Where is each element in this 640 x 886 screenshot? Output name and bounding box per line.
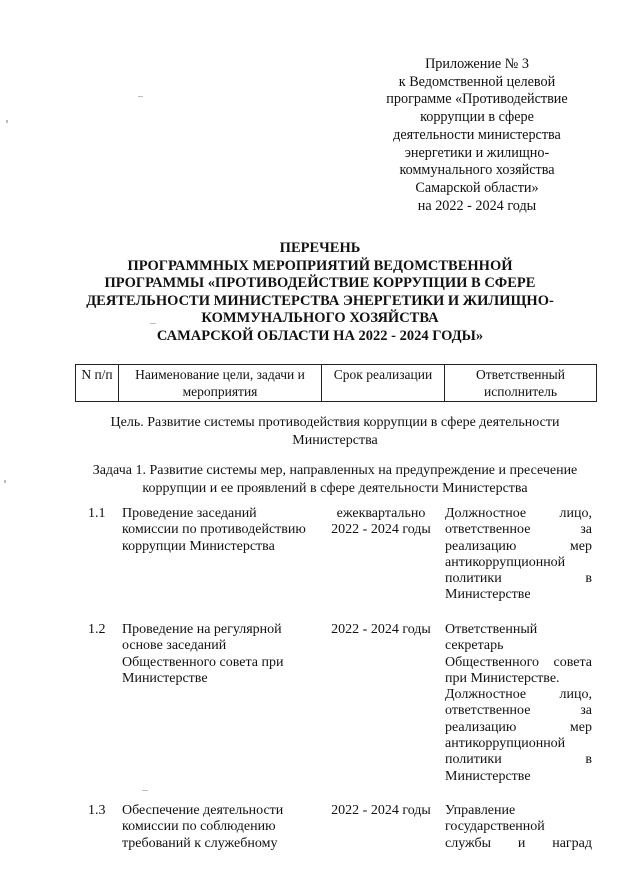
row-term: 2022 - 2024 годы — [331, 803, 431, 818]
scan-speck — [138, 96, 143, 97]
appendix-line: к Ведомственной целевой — [398, 73, 556, 90]
responsible-line: секретарь — [445, 638, 504, 654]
responsible-line: реализацию мер — [445, 538, 592, 554]
scan-speck — [150, 323, 156, 324]
row-name: Проведение заседаний комиссии по противодействию коррупции Министерства — [122, 506, 306, 554]
document-title — [60, 240, 580, 346]
responsible-line: Министерстве — [445, 768, 531, 784]
row-responsible — [445, 622, 592, 785]
responsible-line: службы и наград — [445, 835, 592, 851]
appendix-line: Самарской области» — [415, 179, 539, 196]
responsible-line: антикоррупционной — [445, 736, 566, 752]
responsible-line: ответственное за — [445, 522, 592, 538]
responsible-line: Должностное лицо, — [445, 506, 592, 521]
appendix-line: на 2022 - 2024 годы — [417, 197, 537, 214]
appendix-line: коррупции в сфере — [420, 109, 534, 126]
title-line: САМАРСКОЙ ОБЛАСТИ НА 2022 - 2024 ГОДЫ» — [156, 327, 484, 344]
responsible-line: ответственное за — [445, 703, 592, 719]
goal-heading: Цель. Развитие системы противодействия коррупции в сфере деятельности Министерства — [110, 415, 560, 448]
responsible-line: Министерстве — [445, 587, 531, 603]
header-responsible: Ответственный исполнитель — [445, 365, 597, 402]
appendix-line: программе «Противодействие — [386, 91, 568, 108]
appendix-line: энергетики и жилищно- — [404, 144, 550, 161]
header-term: Срок реализации — [322, 365, 445, 402]
row-term: 2022 - 2024 годы — [331, 622, 431, 637]
task-heading: Задача 1. Развитие системы мер, направленных на предупреждение и пресечение коррупции и ее проявлений в сфере деятельности Министерства — [92, 463, 578, 496]
title-line: ПЕРЕЧЕНЬ — [279, 240, 361, 256]
responsible-line: Управление — [445, 803, 516, 818]
appendix-note — [378, 56, 576, 215]
row-term: ежеквартально 2022 - 2024 годы — [331, 506, 431, 538]
appendix-line: деятельности министерства — [393, 126, 561, 143]
responsible-line: Общественного совета — [445, 654, 592, 670]
row-name: Проведение на регулярной основе заседаний Общественного совета при Министерстве — [122, 622, 284, 686]
appendix-line: Приложение № 3 — [425, 56, 529, 72]
responsible-line: антикоррупционной — [445, 554, 566, 570]
responsible-line: политики в — [445, 752, 592, 768]
responsible-line: политики в — [445, 571, 592, 587]
row-number: 1.3 — [88, 803, 106, 818]
scan-speck — [142, 790, 148, 791]
title-line: КОММУНАЛЬНОГО ХОЗЯЙСТВА — [201, 310, 439, 327]
scan-speck — [6, 120, 8, 123]
responsible-line: при Министерстве. — [445, 670, 560, 686]
header-name: Наименование цели, задачи и мероприятия — [119, 365, 322, 402]
scan-speck — [4, 480, 6, 483]
responsible-line: государственной — [445, 819, 545, 835]
row-name: Обеспечение деятельности комиссии по соблюдению требований к служебному — [122, 803, 284, 851]
row-responsible — [445, 506, 592, 604]
appendix-line: коммунального хозяйства — [399, 162, 555, 179]
table-header — [75, 364, 597, 402]
header-number: N п/п — [76, 365, 119, 402]
title-line: ПРОГРАММЫ «ПРОТИВОДЕЙСТВИЕ КОРРУПЦИИ В СФЕРЕ — [104, 275, 536, 292]
title-line: ДЕЯТЕЛЬНОСТИ МИНИСТЕРСТВА ЭНЕРГЕТИКИ И ЖИЛИЩНО- — [86, 292, 554, 309]
row-number: 1.2 — [88, 622, 106, 637]
row-number: 1.1 — [88, 506, 106, 521]
row-responsible — [445, 803, 592, 852]
responsible-line: Ответственный — [445, 622, 538, 637]
responsible-line: Должностное лицо, — [445, 687, 592, 703]
title-line: ПРОГРАММНЫХ МЕРОПРИЯТИЙ ВЕДОМСТВЕННОЙ — [127, 257, 513, 274]
responsible-line: реализацию мер — [445, 719, 592, 735]
